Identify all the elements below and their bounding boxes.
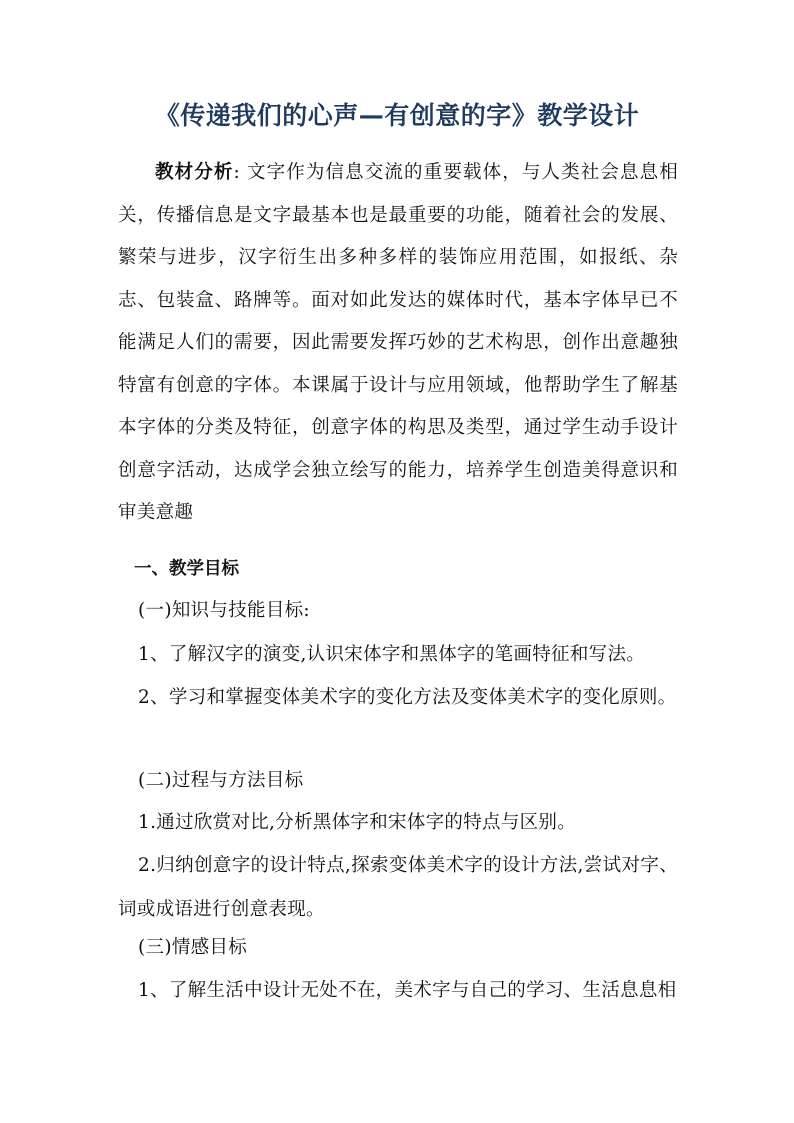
document-title: 《传递我们的心声—有创意的字》教学设计 bbox=[154, 101, 640, 130]
analysis-text: : 文字作为信息交流的重要载体，与人类社会息息相关，传播信息是文字最基本也是最重要的功能，随着社会的发展、繁荣与进步，汉字衍生出多种多样的装饰应用范围，如报纸、杂志、包装盒、路牌等。面对如此发达的媒体时代，基本字体早已不能满足人们的需要，因此需要发挥巧妙的艺术构思，创作出意趣独特富有创意的字体。本课属于设计与应用领域，他帮助学生了解基本字体的分类及特征，创意字体的构思及类型，通过学生动手设计创意字活动，达成学会独立绘写的能力，培养学生创造美得意识和审美意趣 bbox=[118, 162, 678, 523]
analysis-label: 教材分析 bbox=[155, 162, 234, 183]
analysis-paragraph bbox=[118, 152, 678, 535]
list-item: 1、了解汉字的演变,认识宋体字和黑体字的笔画特征和写法。 bbox=[138, 644, 646, 665]
subheading-knowledge-skills: (一)知识与技能目标: bbox=[138, 600, 310, 621]
list-item: 1.通过欣赏对比,分析黑体字和宋体字的特点与区别。 bbox=[138, 812, 577, 833]
list-item: 1、了解生活中设计无处不在，美术字与自己的学习、生活息息相 bbox=[138, 980, 677, 1001]
subheading-process-methods: (二)过程与方法目标 bbox=[138, 770, 304, 791]
list-item: 2.归纳创意字的设计特点,探索变体美术字的设计方法,尝试对字、词或成语进行创意表现。 bbox=[118, 855, 678, 920]
subheading-emotional-goals: (三)情感目标 bbox=[138, 937, 248, 958]
section-heading-objectives: 一、教学目标 bbox=[134, 559, 239, 579]
list-item: 2、学习和掌握变体美术字的变化方法及变体美术字的变化原则。 bbox=[138, 687, 677, 708]
